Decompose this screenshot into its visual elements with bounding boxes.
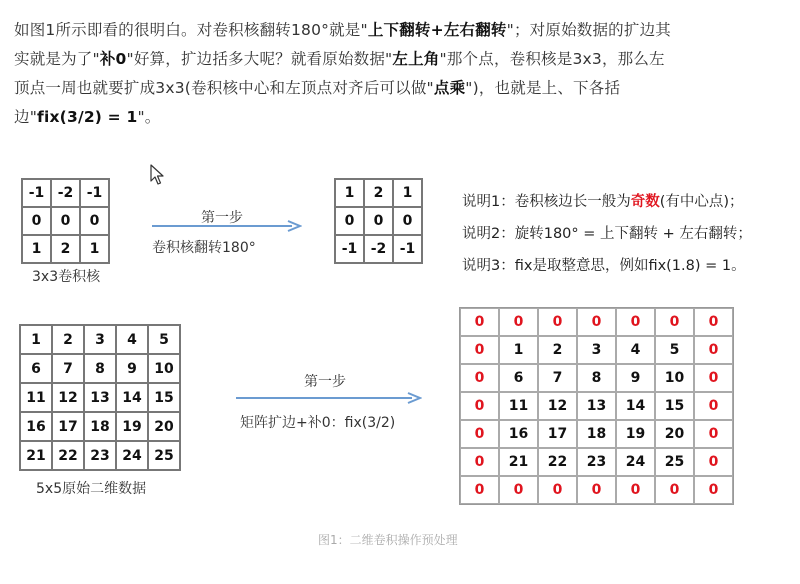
mouse-cursor-icon [150,164,166,186]
matrix-cell: 9 [116,354,148,383]
intro-bold: 左右翻转 [443,21,507,39]
padding-zero-cell: 0 [460,336,499,364]
padding-zero-cell: 0 [460,392,499,420]
padding-zero-cell: 0 [694,420,733,448]
matrix-cell: 25 [148,441,180,470]
intro-bold: + [430,21,444,39]
matrix-row [20,354,180,383]
matrix-row [335,235,422,263]
matrix-cell: 25 [655,448,694,476]
matrix-cell: -1 [335,235,364,263]
note-highlight: 奇数 [630,194,660,210]
matrix-cell: 22 [538,448,577,476]
data-matrix-5x5 [19,324,181,471]
matrix-cell: 2 [364,179,393,207]
matrix-cell: -1 [22,179,51,207]
matrix-cell: 0 [393,207,422,235]
intro-paragraph [14,16,789,132]
padding-zero-cell: 0 [694,308,733,336]
intro-line-2 [14,45,789,74]
intro-bold: 左上角 [392,50,440,68]
step1-title: 第一步 [201,210,243,226]
matrix-cell: 24 [616,448,655,476]
matrix-cell: 9 [616,364,655,392]
intro-text: "。 [137,108,161,126]
matrix-row [460,448,733,476]
matrix-cell: 23 [84,441,116,470]
matrix-cell: 4 [116,325,148,354]
padding-zero-cell: 0 [460,420,499,448]
matrix-cell: 10 [148,354,180,383]
matrix-cell: 13 [577,392,616,420]
matrix-cell: 14 [116,383,148,412]
note-text: 说明1：卷积核边长一般为 [462,194,631,210]
matrix-cell: 17 [538,420,577,448]
matrix-cell: 8 [84,354,116,383]
matrix-cell: 0 [335,207,364,235]
matrix-cell: 0 [22,207,51,235]
matrix-cell: 0 [51,207,80,235]
matrix-row [460,476,733,504]
padding-zero-cell: 0 [616,476,655,504]
matrix-row [335,207,422,235]
matrix-cell: 22 [52,441,84,470]
matrix-cell: 15 [148,383,180,412]
matrix-cell: 12 [538,392,577,420]
padding-zero-cell: 0 [538,308,577,336]
padding-zero-cell: 0 [460,308,499,336]
matrix-cell: 18 [84,412,116,441]
step1-label: 卷积核翻转180° [152,240,256,256]
matrix-cell: 5 [148,325,180,354]
matrix-cell: 12 [52,383,84,412]
data5-caption: 5x5原始二维数据 [36,481,147,497]
intro-bold: 点乘 [433,79,466,97]
matrix-cell: 14 [616,392,655,420]
intro-bold: fix(3/2) = 1 [37,108,138,126]
intro-text: "那个点，卷积核是3x3，那么左 [439,50,665,68]
matrix-cell: -1 [80,179,109,207]
matrix-row [460,420,733,448]
matrix-row [22,207,109,235]
matrix-cell: 0 [364,207,393,235]
step2-label: 矩阵扩边+补0：fix(3/2) [240,415,396,431]
padding-zero-cell: 0 [655,476,694,504]
note-2: 说明2：旋转180° = 上下翻转 + 左右翻转； [462,226,752,242]
matrix-cell: 2 [538,336,577,364]
matrix-cell: 13 [84,383,116,412]
padding-zero-cell: 0 [577,308,616,336]
matrix-cell: 17 [52,412,84,441]
matrix-cell: 19 [616,420,655,448]
padding-zero-cell: 0 [694,448,733,476]
matrix-row [460,336,733,364]
matrix-cell: 4 [616,336,655,364]
padding-zero-cell: 0 [694,392,733,420]
padding-zero-cell: 0 [694,476,733,504]
matrix-row [335,179,422,207]
matrix-cell: 2 [51,235,80,263]
intro-text: "；对原始数据的扩边其 [506,21,671,39]
matrix-cell: 2 [52,325,84,354]
note-3: 说明3：fix是取整意思，例如fix(1.8) = 1。 [462,258,746,274]
matrix-cell: 20 [148,412,180,441]
matrix-row [460,308,733,336]
padding-zero-cell: 0 [694,336,733,364]
matrix-cell: 6 [499,364,538,392]
matrix-row [20,383,180,412]
intro-text: 顶点一周也就要扩成3x3(卷积核中心和左顶点对齐后可以做" [14,79,434,97]
padding-zero-cell: 0 [499,476,538,504]
matrix-cell: 21 [499,448,538,476]
step1-arrow-icon [152,219,302,233]
intro-bold: 补0 [99,50,127,68]
padding-zero-cell: 0 [616,308,655,336]
matrix-cell: -2 [364,235,393,263]
padded-matrix-7x7 [459,307,734,505]
matrix-cell: 23 [577,448,616,476]
intro-text: ")，也就是上、下各括 [465,79,621,97]
intro-line-1 [14,16,789,45]
matrix-row [460,364,733,392]
matrix-cell: 10 [655,364,694,392]
matrix-cell: 1 [393,179,422,207]
matrix-cell: 18 [577,420,616,448]
matrix-row [20,412,180,441]
intro-line-3 [14,74,789,103]
padding-zero-cell: 0 [460,476,499,504]
matrix-cell: 16 [20,412,52,441]
note-text: (有中心点)； [659,194,744,210]
matrix-cell: -1 [393,235,422,263]
intro-text: 边" [14,108,38,126]
figure-caption: 图1：二维卷积操作预处理 [318,533,458,547]
matrix-cell: 3 [84,325,116,354]
matrix-cell: 3 [577,336,616,364]
matrix-row [22,179,109,207]
flipped-kernel-matrix [334,178,423,264]
padding-zero-cell: 0 [460,364,499,392]
padding-zero-cell: 0 [694,364,733,392]
matrix-cell: 1 [499,336,538,364]
padding-zero-cell: 0 [538,476,577,504]
matrix-row [460,392,733,420]
padding-zero-cell: 0 [655,308,694,336]
matrix-cell: 5 [655,336,694,364]
padding-zero-cell: 0 [577,476,616,504]
padding-zero-cell: 0 [499,308,538,336]
intro-text: "好算，扩边括多大呢？就看原始数据" [126,50,393,68]
matrix-cell: 1 [80,235,109,263]
matrix-cell: 11 [499,392,538,420]
matrix-cell: 16 [499,420,538,448]
matrix-cell: 15 [655,392,694,420]
matrix-cell: 1 [20,325,52,354]
matrix-cell: 1 [22,235,51,263]
matrix-row [20,325,180,354]
notes-block [462,186,752,282]
matrix-cell: 20 [655,420,694,448]
intro-line-4 [14,103,789,132]
intro-bold: 上下翻转 [367,21,431,39]
note-1 [462,186,752,218]
matrix-cell: -2 [51,179,80,207]
step2-arrow-icon [236,391,422,405]
matrix-cell: 8 [577,364,616,392]
matrix-cell: 19 [116,412,148,441]
matrix-cell: 6 [20,354,52,383]
intro-text: 实就是为了" [14,50,100,68]
intro-text: 如图1所示即看的很明白。对卷积核翻转180°就是" [14,21,368,39]
kernel-caption: 3x3卷积核 [32,269,101,285]
matrix-cell: 1 [335,179,364,207]
matrix-cell: 0 [80,207,109,235]
padding-zero-cell: 0 [460,448,499,476]
matrix-cell: 24 [116,441,148,470]
matrix-row [22,235,109,263]
matrix-row [20,441,180,470]
step2-title: 第一步 [304,374,346,390]
matrix-cell: 11 [20,383,52,412]
kernel-matrix [21,178,110,264]
matrix-cell: 21 [20,441,52,470]
matrix-cell: 7 [538,364,577,392]
matrix-cell: 7 [52,354,84,383]
